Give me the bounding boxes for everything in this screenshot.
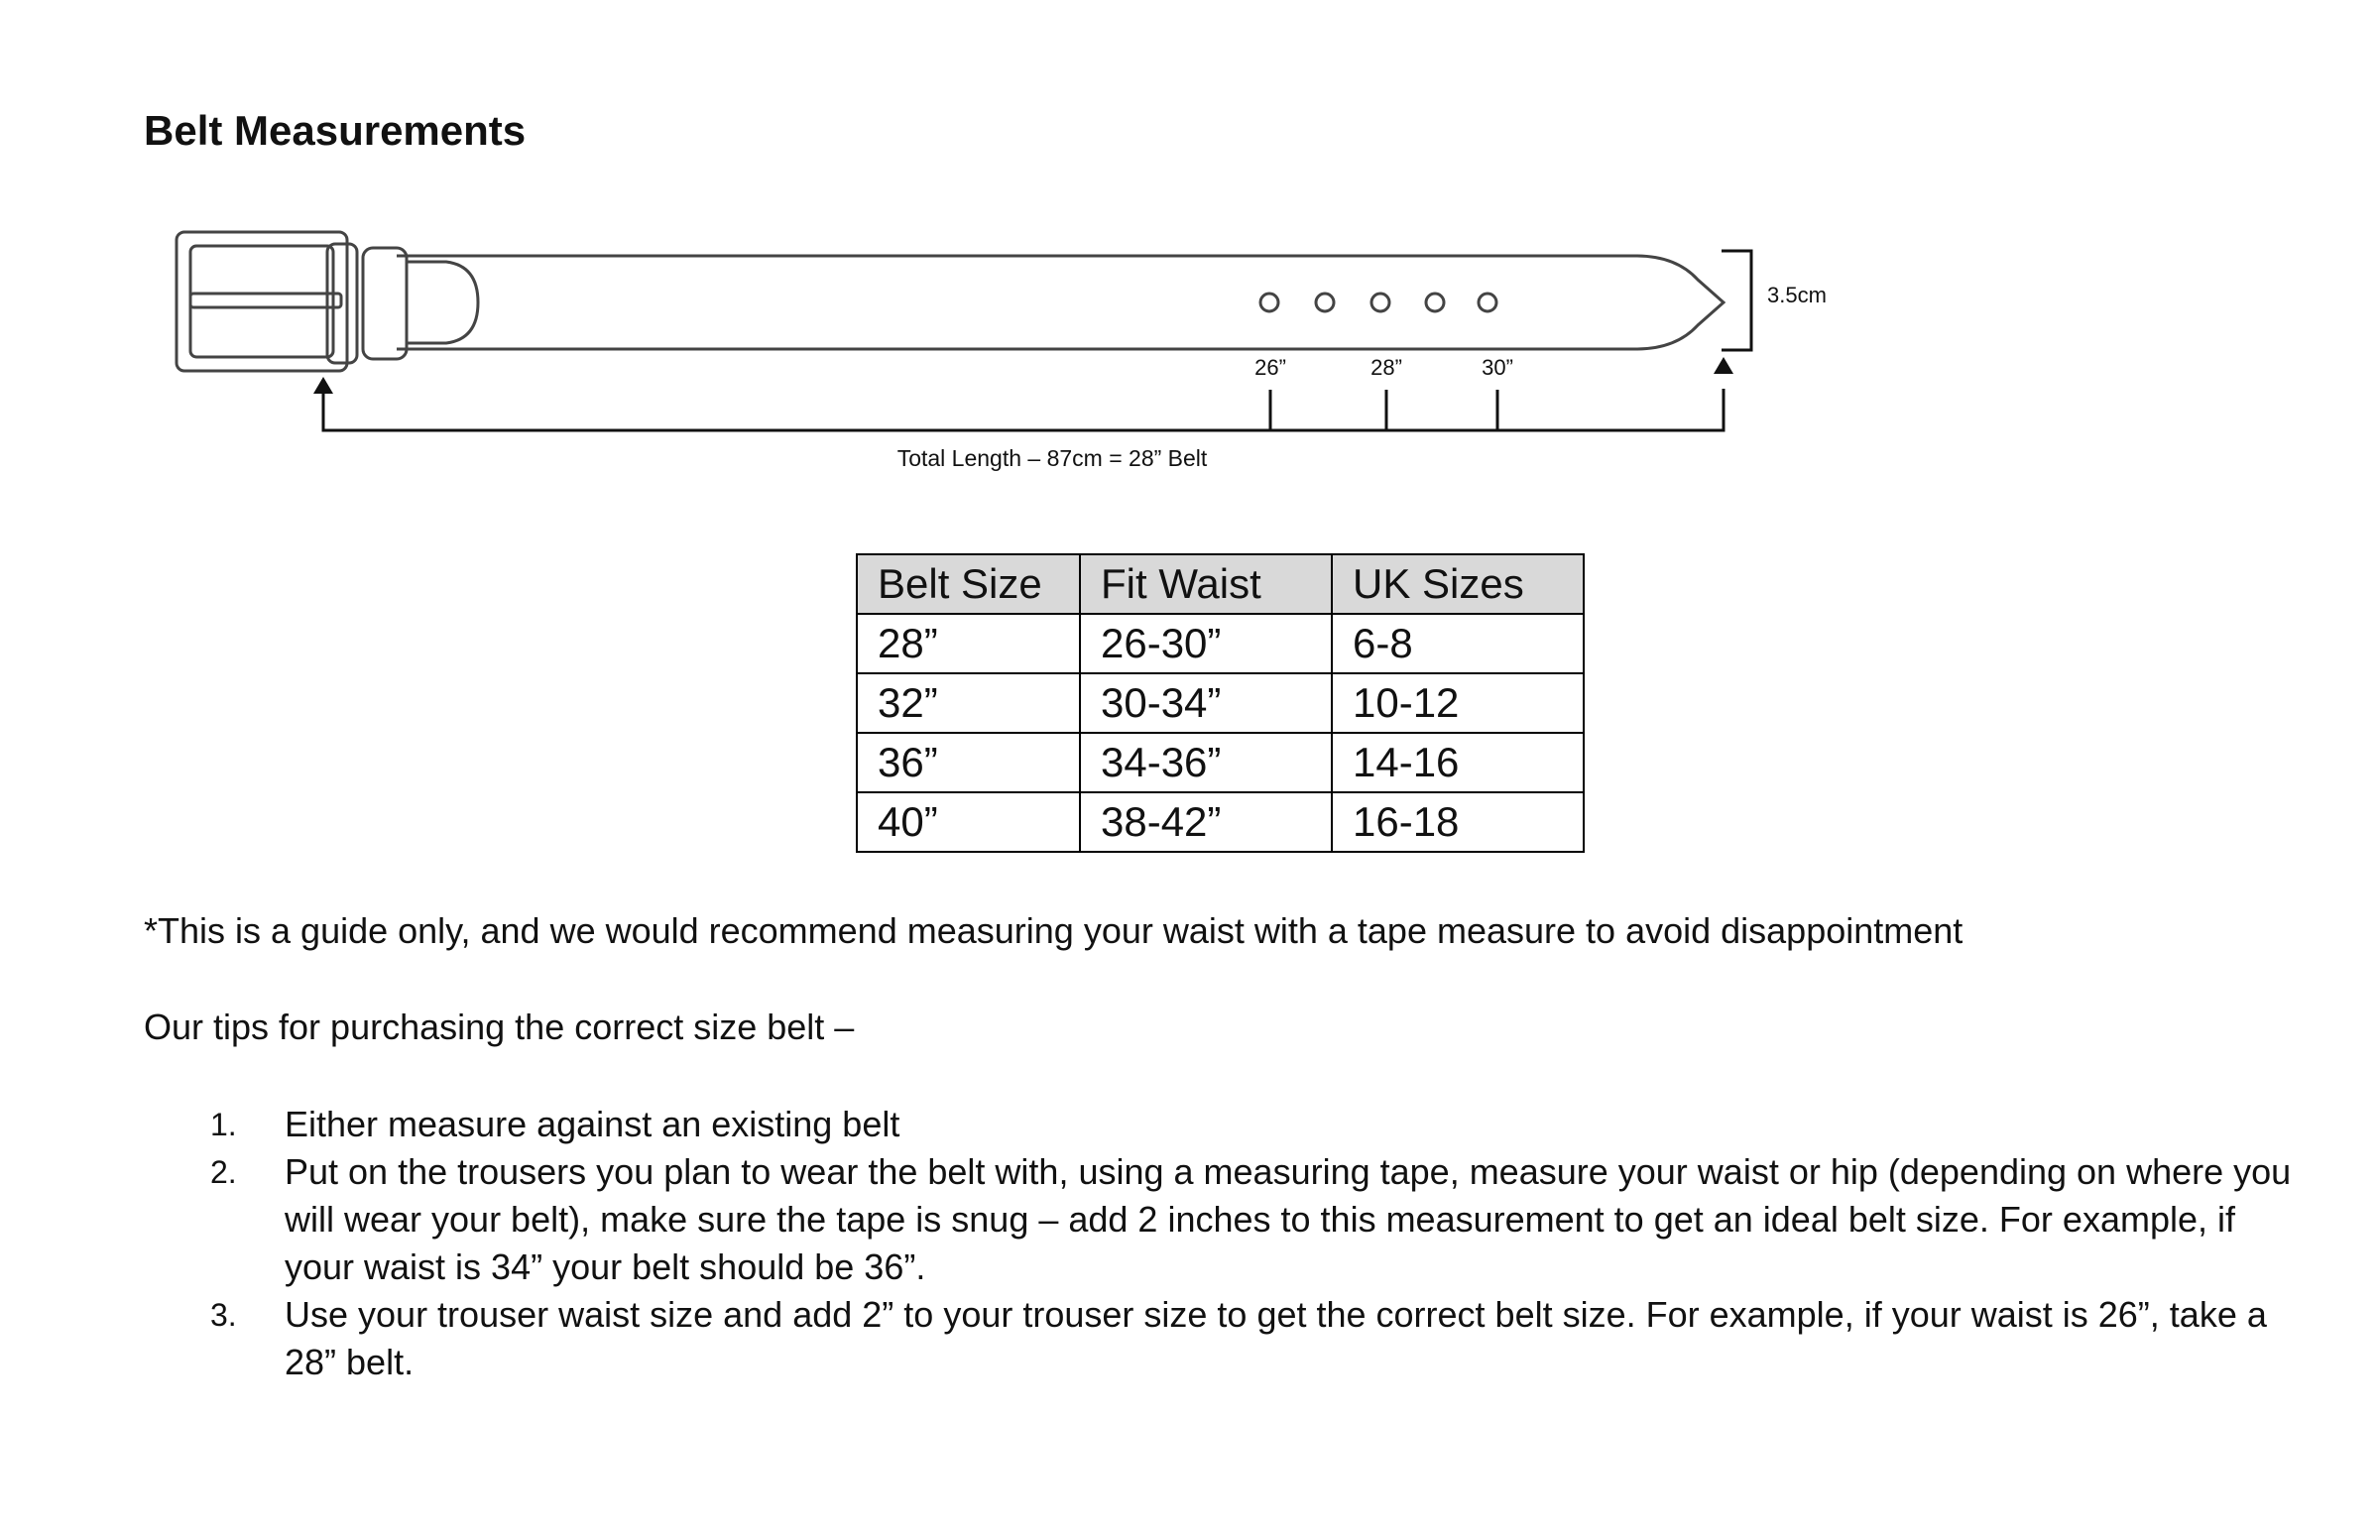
arrowhead-right — [1714, 357, 1733, 374]
list-item-number: 1. — [210, 1107, 237, 1142]
dimension-arrowheads — [313, 357, 1733, 394]
list-item-number: 3. — [210, 1297, 237, 1333]
width-bracket — [1722, 251, 1751, 350]
arrowhead-left — [313, 377, 333, 394]
guide-note: *This is a guide only, and we would recommend measuring your waist with a tape measure to avoid disappointment — [144, 910, 1964, 951]
tips-list — [0, 1101, 2380, 1386]
table-row — [857, 614, 1584, 673]
buckle-inner — [190, 246, 333, 357]
belt-illustration — [177, 232, 1724, 371]
list-item — [0, 1148, 2380, 1291]
fit-waist-cell: 26-30” — [1080, 614, 1332, 673]
table-row — [857, 733, 1584, 792]
column-header-belt-size: Belt Size — [857, 554, 1080, 614]
belt-hole — [1371, 294, 1389, 311]
hole-label-26: 26” — [1254, 355, 1286, 380]
list-item-text: Either measure against an existing belt — [285, 1104, 900, 1144]
belt-hole — [1260, 294, 1278, 311]
belt-hole — [1316, 294, 1334, 311]
page-title: Belt Measurements — [144, 107, 527, 154]
fit-waist-cell: 38-42” — [1080, 792, 1332, 852]
width-label: 3.5cm — [1767, 283, 1827, 307]
list-item — [0, 1291, 2380, 1386]
tips-intro: Our tips for purchasing the correct size belt – — [144, 1007, 855, 1047]
total-length-label: Total Length – 87cm = 28” Belt — [896, 445, 1208, 471]
hole-label-28: 28” — [1370, 355, 1402, 380]
belt-tip — [407, 262, 478, 343]
belt-hole — [1479, 294, 1496, 311]
list-item — [0, 1101, 2380, 1148]
uk-size-cell: 10-12 — [1332, 673, 1584, 733]
list-item-number: 2. — [210, 1154, 237, 1190]
belt-loop-2 — [363, 248, 407, 359]
table-header-row — [857, 554, 1584, 614]
list-item-text: Use your trouser waist size and add 2” to your trouser size to get the correct belt size. For example, if your waist is 26”, take a 28” belt. — [285, 1294, 2267, 1382]
length-dimension — [323, 389, 1724, 430]
table-row — [857, 673, 1584, 733]
size-table — [856, 553, 1585, 853]
hole-ticks — [1270, 390, 1497, 429]
buckle-frame — [177, 232, 347, 371]
belt-size-cell: 28” — [857, 614, 1080, 673]
uk-size-cell: 6-8 — [1332, 614, 1584, 673]
belt-size-cell: 36” — [857, 733, 1080, 792]
uk-size-cell: 14-16 — [1332, 733, 1584, 792]
column-header-fit-waist: Fit Waist — [1080, 554, 1332, 614]
uk-size-cell: 16-18 — [1332, 792, 1584, 852]
belt-strap — [397, 256, 1724, 349]
column-header-uk-sizes: UK Sizes — [1332, 554, 1584, 614]
fit-waist-cell: 30-34” — [1080, 673, 1332, 733]
fit-waist-cell: 34-36” — [1080, 733, 1332, 792]
belt-size-cell: 40” — [857, 792, 1080, 852]
buckle-prong — [190, 294, 341, 307]
belt-hole — [1426, 294, 1444, 311]
hole-label-30: 30” — [1482, 355, 1513, 380]
list-item-text: Put on the trousers you plan to wear the belt with, using a measuring tape, measure your waist or hip (depending on where you will wear your belt), make sure the tape is snug – add 2 inches to this measurement to get an ideal belt size. For example, if your waist is 34” your belt should be 36”. — [285, 1151, 2292, 1287]
belt-diagram — [0, 0, 2380, 516]
belt-size-cell: 32” — [857, 673, 1080, 733]
table-row — [857, 792, 1584, 852]
